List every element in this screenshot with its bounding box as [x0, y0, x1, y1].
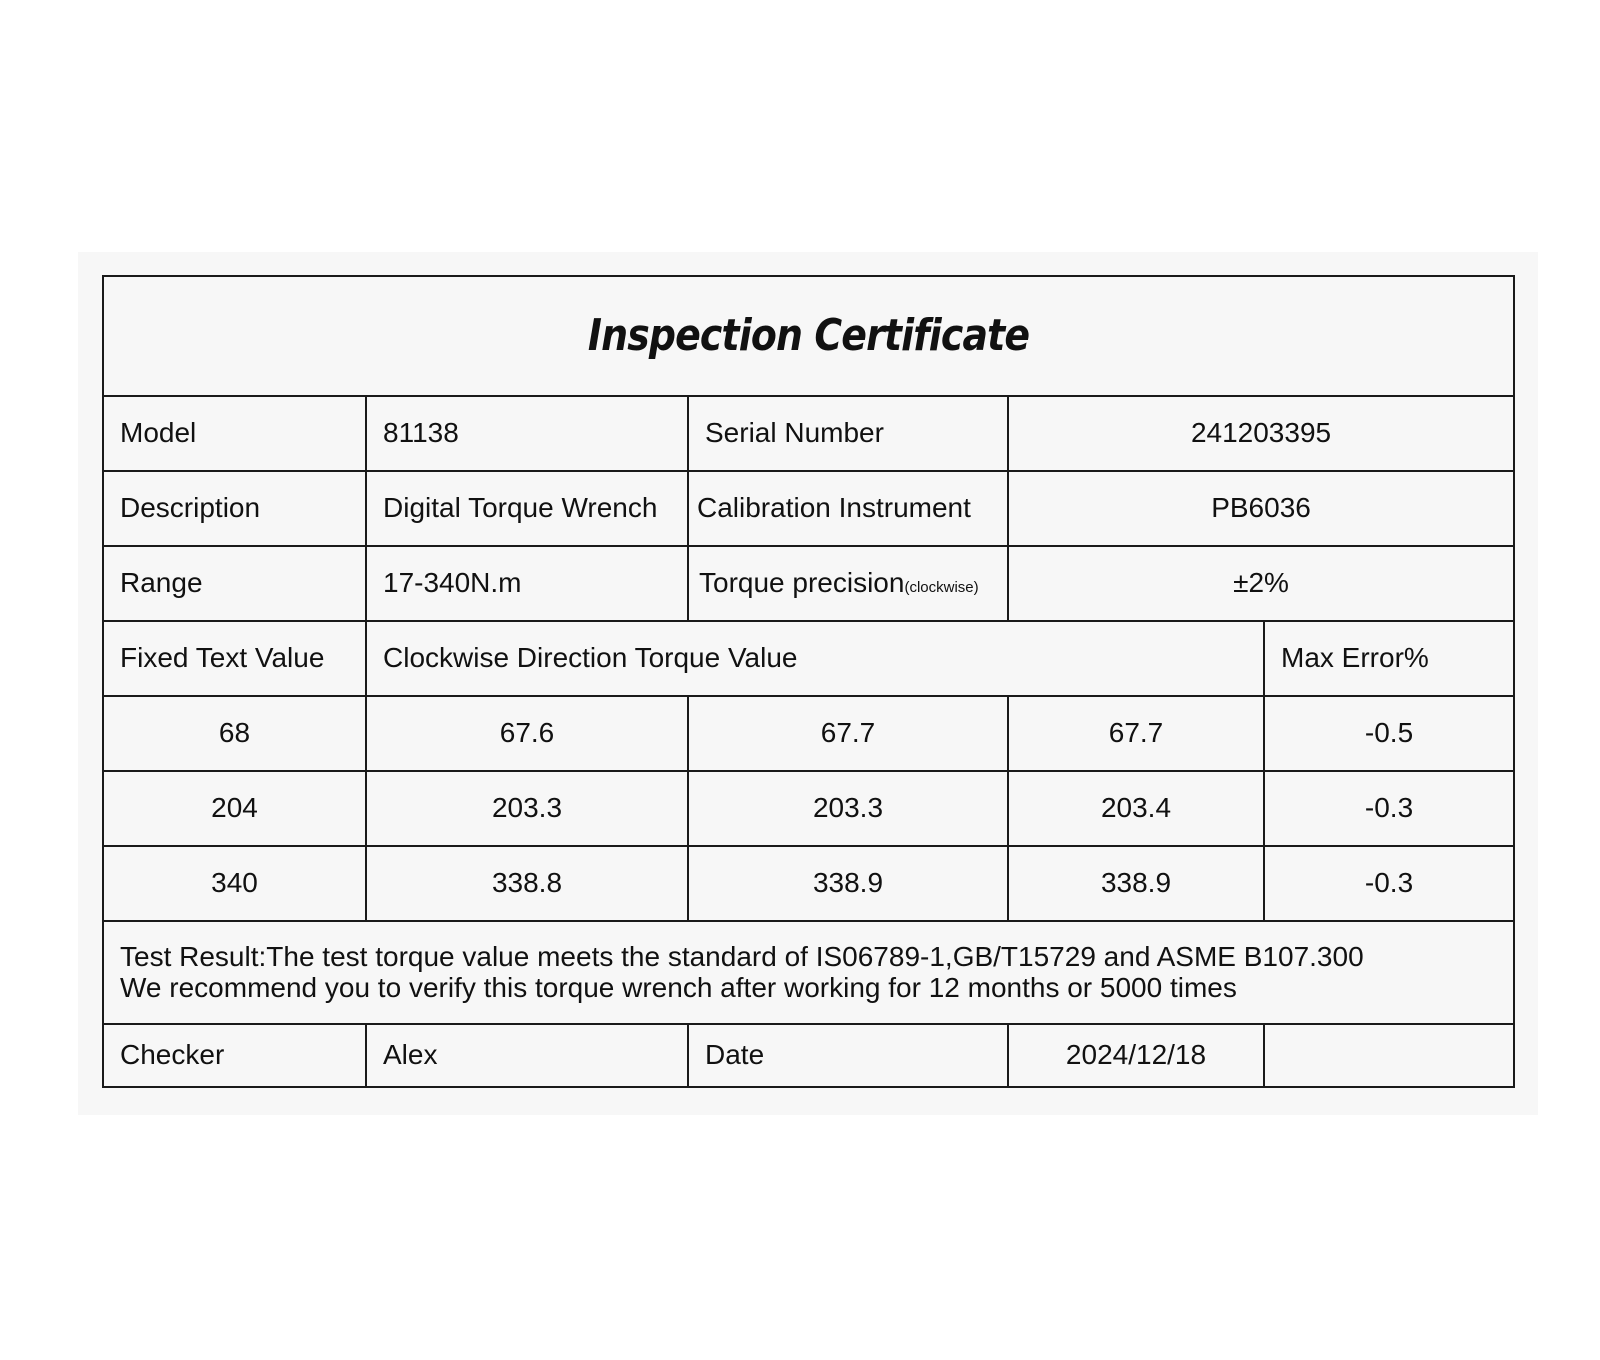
torque-precision-label: Torque precision [699, 567, 905, 599]
calibration-instrument-label: Calibration Instrument [688, 471, 1008, 546]
torque-reading-cell: 203.4 [1008, 771, 1264, 846]
description-value: Digital Torque Wrench [366, 471, 688, 546]
recommendation-text: We recommend you to verify this torque wrench after working for 12 months or 5000 times [120, 971, 1237, 1003]
date-label: Date [688, 1024, 1008, 1087]
fixed-value-header: Fixed Text Value [103, 621, 366, 696]
date-value: 2024/12/18 [1008, 1024, 1264, 1087]
torque-reading-cell: 203.3 [688, 771, 1008, 846]
torque-reading-cell: 338.8 [366, 846, 688, 921]
checker-value: Alex [366, 1024, 688, 1087]
torque-reading-cell: 338.9 [688, 846, 1008, 921]
serial-number-label: Serial Number [688, 396, 1008, 471]
description-label: Description [103, 471, 366, 546]
torque-reading-cell: 67.6 [366, 696, 688, 771]
checker-label: Checker [103, 1024, 366, 1087]
torque-reading-cell: 338.9 [1008, 846, 1264, 921]
torque-precision-label-cell [688, 546, 1008, 621]
title-cell [103, 276, 1514, 396]
certificate-title: Inspection Certificate [587, 309, 1030, 361]
inspection-certificate-table [102, 275, 1515, 1088]
model-value: 81138 [366, 396, 688, 471]
range-value: 17-340N.m [366, 546, 688, 621]
fixed-value-cell: 204 [103, 771, 366, 846]
torque-precision-note: (clockwise) [904, 579, 979, 597]
serial-number-value: 241203395 [1008, 396, 1514, 471]
clockwise-torque-header: Clockwise Direction Torque Value [366, 621, 1264, 696]
model-label: Model [103, 396, 366, 471]
test-result-cell [103, 921, 1514, 1024]
empty-cell [1264, 1024, 1514, 1087]
table-row [103, 846, 1514, 921]
torque-reading-cell: 203.3 [366, 771, 688, 846]
fixed-value-cell: 340 [103, 846, 366, 921]
max-error-cell: -0.5 [1264, 696, 1514, 771]
max-error-header: Max Error% [1264, 621, 1514, 696]
range-label: Range [103, 546, 366, 621]
torque-reading-cell: 67.7 [688, 696, 1008, 771]
torque-reading-cell: 67.7 [1008, 696, 1264, 771]
test-result-text: Test Result:The test torque value meets the standard of IS06789-1,GB/T15729 and ASME B107.300 [120, 940, 1364, 972]
table-row [103, 696, 1514, 771]
calibration-instrument-value: PB6036 [1008, 471, 1514, 546]
fixed-value-cell: 68 [103, 696, 366, 771]
max-error-cell: -0.3 [1264, 771, 1514, 846]
max-error-cell: -0.3 [1264, 846, 1514, 921]
torque-precision-value: ±2% [1008, 546, 1514, 621]
table-row [103, 771, 1514, 846]
